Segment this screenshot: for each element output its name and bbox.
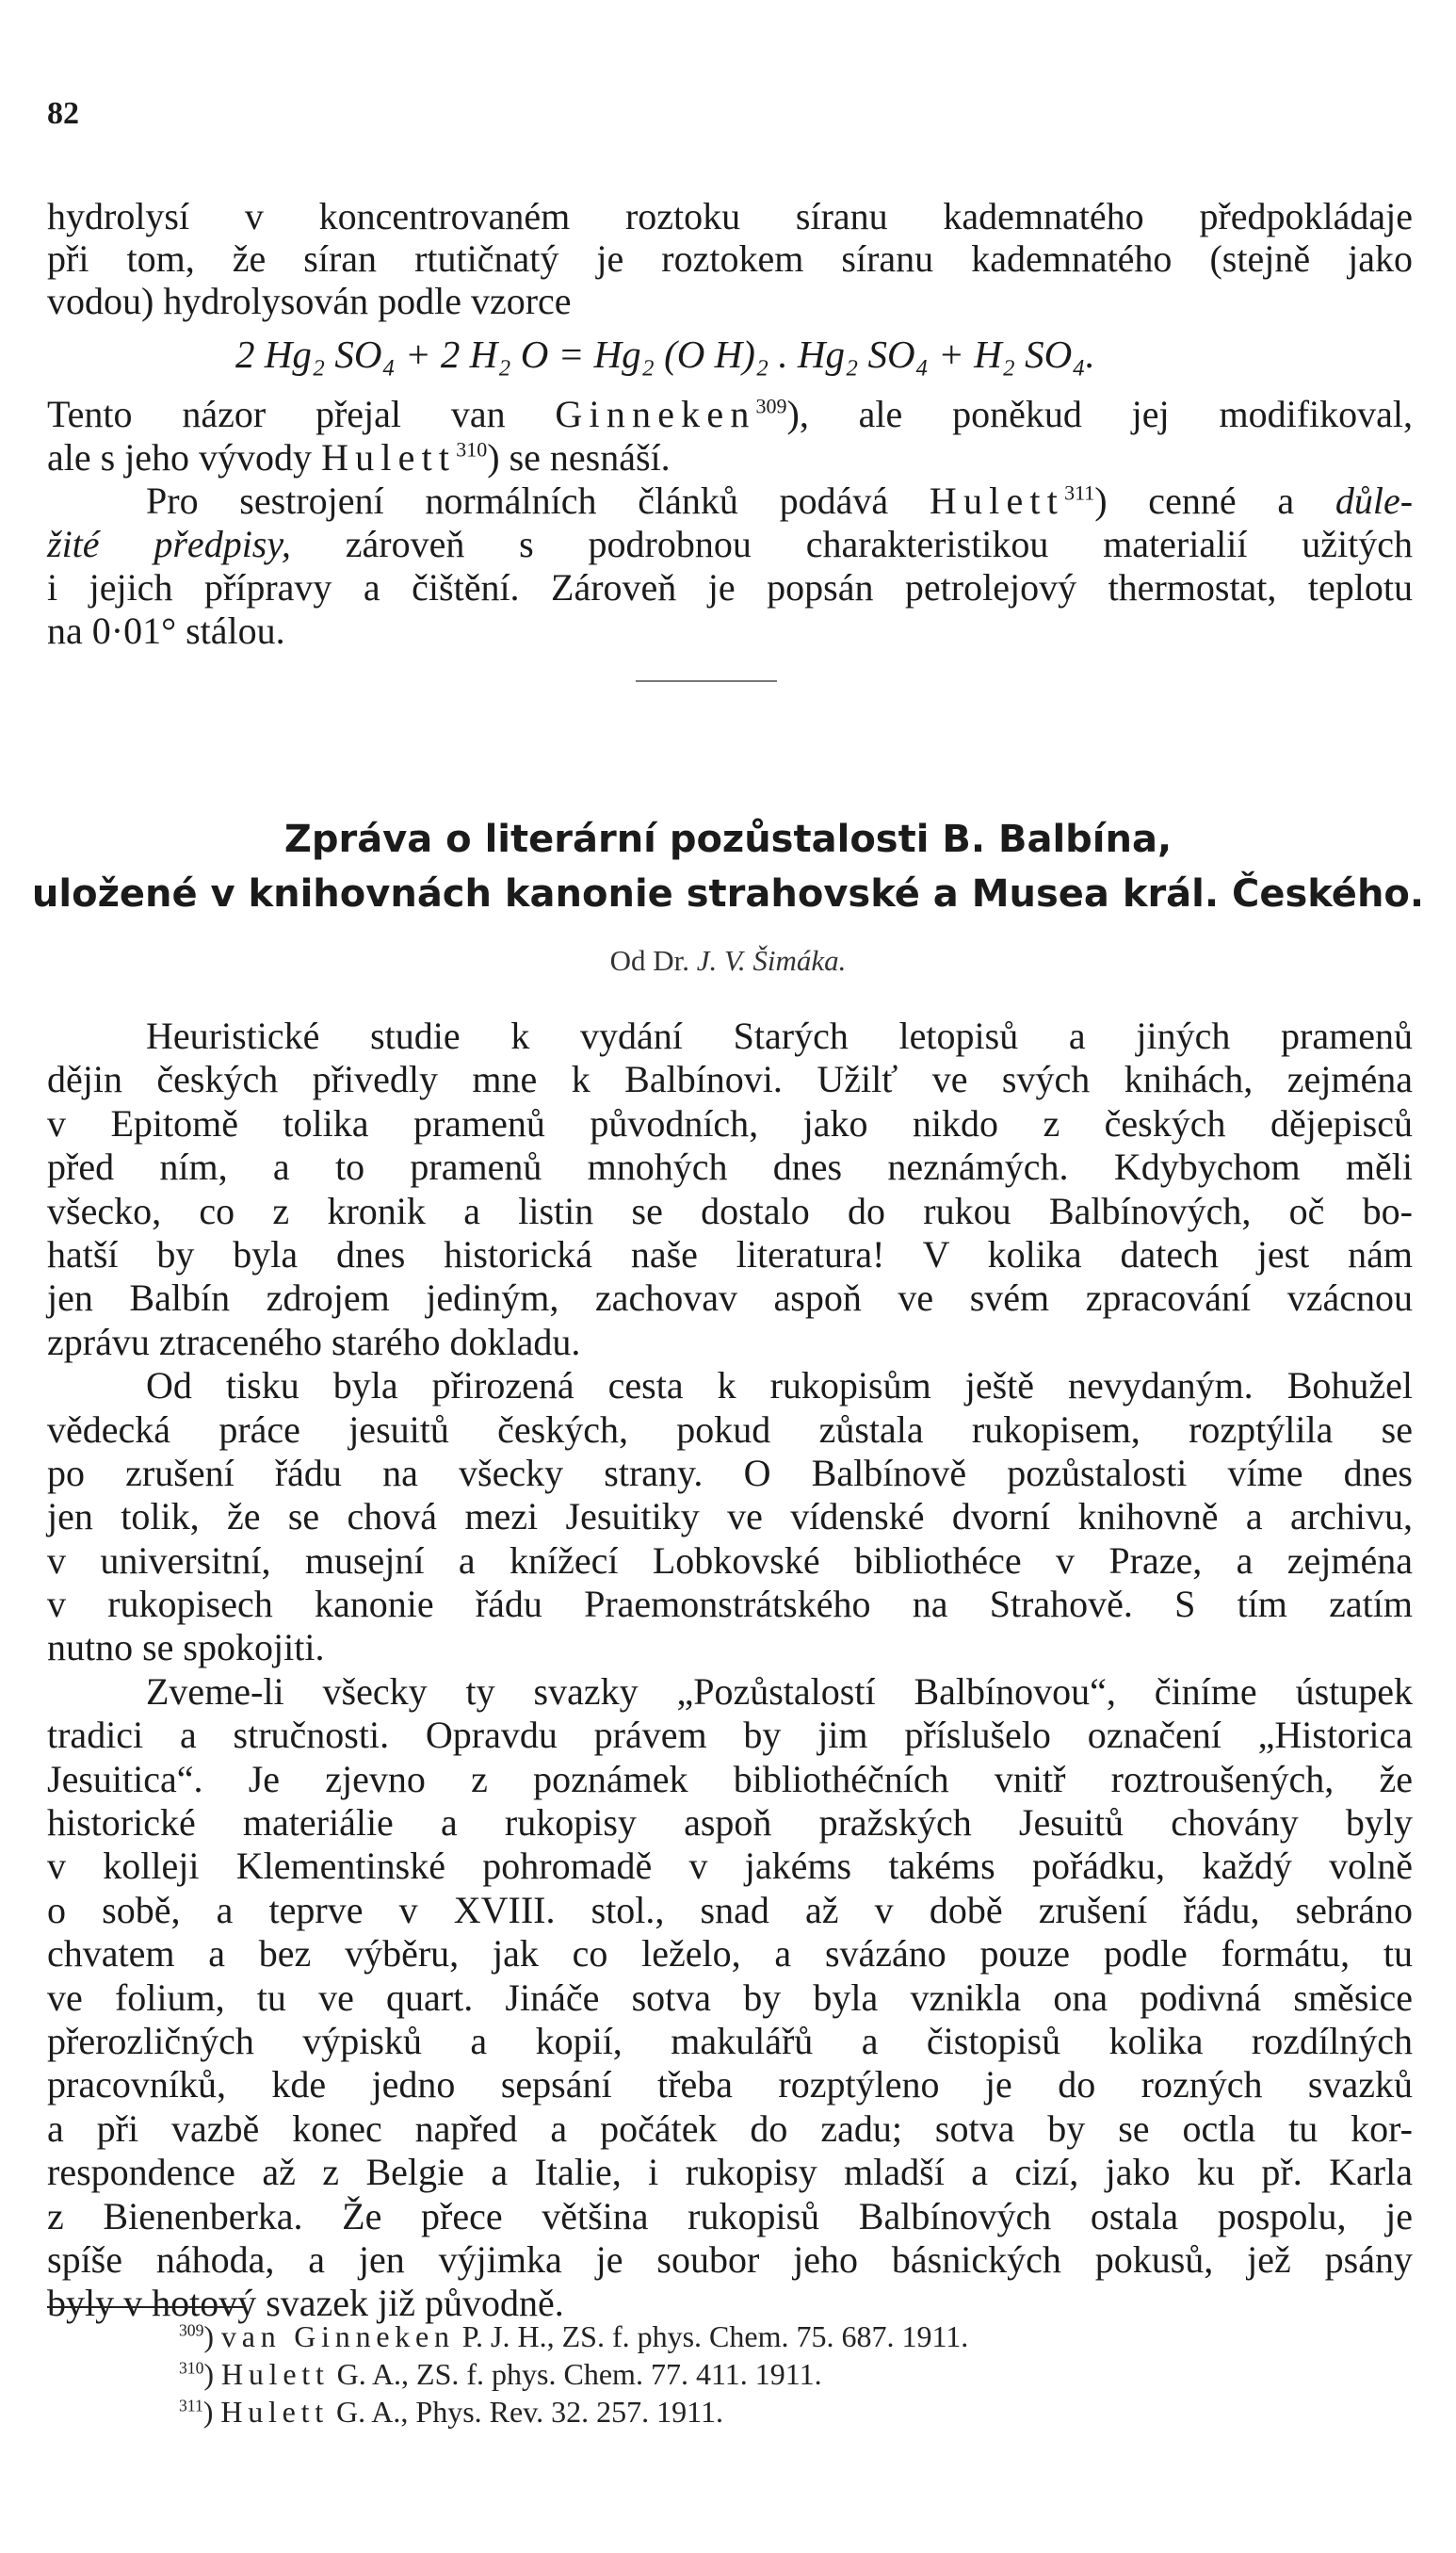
article-subtitle: uložené v knihovnách kanonie strahovské a Musea král. Českého. (31, 872, 1425, 916)
footnote-author: van Ginneken (221, 2319, 455, 2353)
text-line: v rukopisech kanonie řádu Praemonstrátského na Strahově. S tím zatím (47, 1583, 1413, 1626)
text-line: z Bienenberka. Že přece většina rukopisů Balbínových ostala pospolu, je (47, 2194, 1413, 2237)
text-line: pracovníků, kde jedno sepsání třeba rozptýleno je do rozných svazků (47, 2063, 1413, 2106)
footnote-number: 309 (179, 2320, 204, 2340)
text-line: přerozličných výpisků a kopií, makulářů a čistopisů kolika rozdílných (47, 2019, 1413, 2062)
author-name: Ginneken (555, 393, 756, 435)
text-line: dějin českých přivedly mne k Balbínovi. Užilť ve svých knihách, zejména (47, 1058, 1413, 1101)
van-ginneken-paragraph (47, 393, 1414, 656)
text-line (47, 393, 1413, 439)
section-divider (636, 680, 777, 682)
footnote-ref: 309 (755, 394, 787, 418)
text-line: a při vazbě konec napřed a počátek do zadu; sotva by se octla tu kor- (47, 2106, 1413, 2150)
footnote: $^{310}$) Hulett G. A., ZS. f. phys. Chem. 77. 411. 1911. (179, 2357, 822, 2391)
text-line (47, 482, 1413, 526)
text-segment: ) se nesnáší. (487, 436, 671, 479)
text-segment: ) cenné a (1094, 480, 1295, 522)
text-line: Heuristické studie k vydání Starých letopisů a jiných pramenů (146, 1015, 1413, 1057)
text-line (47, 523, 1414, 569)
text-line: chvatem a bez výběru, jak co leželo, a svázáno pouze podle formátu, tu (47, 1932, 1413, 1976)
text-segment: Pro sestrojení normálních článků podává (146, 480, 889, 522)
text-line: jen Balbín zdrojem jediným, zachovav aspoň ve svém zpracování vzácnou (47, 1276, 1413, 1320)
text-line: spíše náhoda, a jen výjimka je soubor jeho básnických pokusů, jež psány (47, 2237, 1413, 2281)
footnote-citation: G. A., ZS. f. phys. Chem. 77. 411. 1911. (336, 2357, 822, 2391)
text-segment: Tento názor přejal van (47, 393, 506, 435)
text-line: hatší by byla dnes historická naše literatura! V kolika datech jest nám (47, 1232, 1413, 1276)
text-line (47, 436, 1413, 482)
text-line: hydrolysí v koncentrovaném roztoku síranu kademnatého předpokládaje (47, 195, 1413, 237)
text-line: zprávu ztraceného starého dokladu. (47, 1320, 581, 1363)
footnote-citation: P. J. H., ZS. f. phys. Chem. 75. 687. 1911. (461, 2319, 969, 2353)
text-line: ve folium, tu ve quart. Jináče sotva by byla vznikla ona podivná směsice (47, 1976, 1413, 2019)
author-name: Hulett (929, 480, 1065, 522)
footnote-author: Hulett (220, 2395, 329, 2429)
article-author (0, 944, 1456, 978)
footnote-author: Hulett (221, 2357, 330, 2391)
footnote-ref: 310 (456, 437, 488, 462)
text-line: v universitní, musejní a knížecí Lobkovské bibliothéce v Praze, a zejména (47, 1538, 1413, 1582)
footnote: $^{311}$) Hulett G. A., Phys. Rev. 32. 257. 1911. (179, 2395, 723, 2429)
author-name: Hulett (321, 436, 457, 479)
text-line: při tom, že síran rtutičnatý je roztokem síranu kademnatého (stejně jako (47, 237, 1413, 280)
footnote-rule (47, 2306, 245, 2308)
text-line: byly v hotový svazek již původně. (47, 2282, 564, 2325)
text-line: vědecká práce jesuitů českých, pokud zůstala rukopisem, rozptýlila se (47, 1407, 1413, 1451)
footnotes (179, 2317, 968, 2431)
text-line: Jesuitica“. Je zjevno z poznámek bibliothéčních vnitř roztroušených, že (47, 1757, 1413, 1800)
text-line: v kolleji Klementinské pohromadě v jakéms takéms pořádku, každý volně (47, 1845, 1413, 1888)
author-name: J. V. Šimáka. (696, 944, 847, 977)
text-segment: ale s jeho vývody (47, 436, 313, 479)
text-line: vodou) hydrolysován podle vzorce (47, 280, 572, 322)
footnote-citation: G. A., Phys. Rev. 32. 257. 1911. (335, 2395, 723, 2429)
text-line: jen tolik, že se chová mezi Jesuitiky ve vídenské dvorní knihovně a archivu, (47, 1495, 1413, 1538)
text-line: v Epitomě tolika pramenů původních, jako nikdo z českých dějepisců (47, 1101, 1413, 1145)
text-line: i jejich přípravy a čištění. Zároveň je popsán petrolejový thermostat, teplotu (47, 566, 1413, 609)
footnote-number: 311 (179, 2396, 203, 2415)
text-line: nutno se spokojiti. (47, 1626, 325, 1669)
article-title: Zpráva o literární pozůstalosti B. Balbína, (283, 818, 1173, 861)
text-line: historické materiálie a rukopisy aspoň pražských Jesuitů chovány byly (47, 1801, 1413, 1845)
footnote-ref: 311 (1064, 480, 1095, 505)
text-line: tradici a stručnosti. Opravdu právem by jim příslušelo označení „Historica (47, 1714, 1413, 1757)
intro-paragraph (47, 195, 1413, 325)
author-prefix: Od Dr. (609, 944, 689, 977)
text-line: na 0·01° stálou. (47, 610, 285, 652)
footnote-number: 310 (179, 2358, 204, 2378)
footnote: $^{309}$) van Ginneken P. J. H., ZS. f. phys. Chem. 75. 687. 1911. (179, 2319, 969, 2353)
text-line: všecko, co z kronik a listin se dostalo do rukou Balbínových, oč bo- (47, 1189, 1413, 1232)
page-number: 82 (47, 96, 79, 131)
text-line: Zveme-li všecky ty svazky „Pozůstalostí Balbínovou“, činíme ústupek (146, 1669, 1413, 1713)
text-line: před ním, a to pramenů mnohých dnes neznámých. Kdybychom měli (47, 1146, 1413, 1189)
article-body (47, 1017, 1413, 2329)
text-line: Od tisku byla přirozená cesta k rukopisům ještě nevydaným. Bohužel (146, 1364, 1413, 1407)
emphasis-text: důle- (1335, 480, 1414, 522)
chemical-formula: 2 Hg₂ SO₄ + 2 H₂ O = Hg₂ (O H)₂ . Hg₂ SO₄ + H₂ SO₄. (235, 333, 1095, 376)
text-segment: ), ale poněkud jej modifikoval, (786, 393, 1413, 435)
text-line: po zrušení řádu na všecky strany. O Balbínově pozůstalosti víme dnes (47, 1451, 1413, 1494)
emphasis-text: žité předpisy, (47, 523, 291, 565)
text-line: o sobě, a teprve v XVIII. stol., snad až v době zrušení řádu, sebráno (47, 1888, 1413, 1931)
text-line: respondence až z Belgie a Italie, i rukopisy mladší a cizí, jako ku př. Karla (47, 2151, 1413, 2194)
text-segment: zároveň s podrobnou charakteristikou materialií užitých (345, 523, 1414, 565)
